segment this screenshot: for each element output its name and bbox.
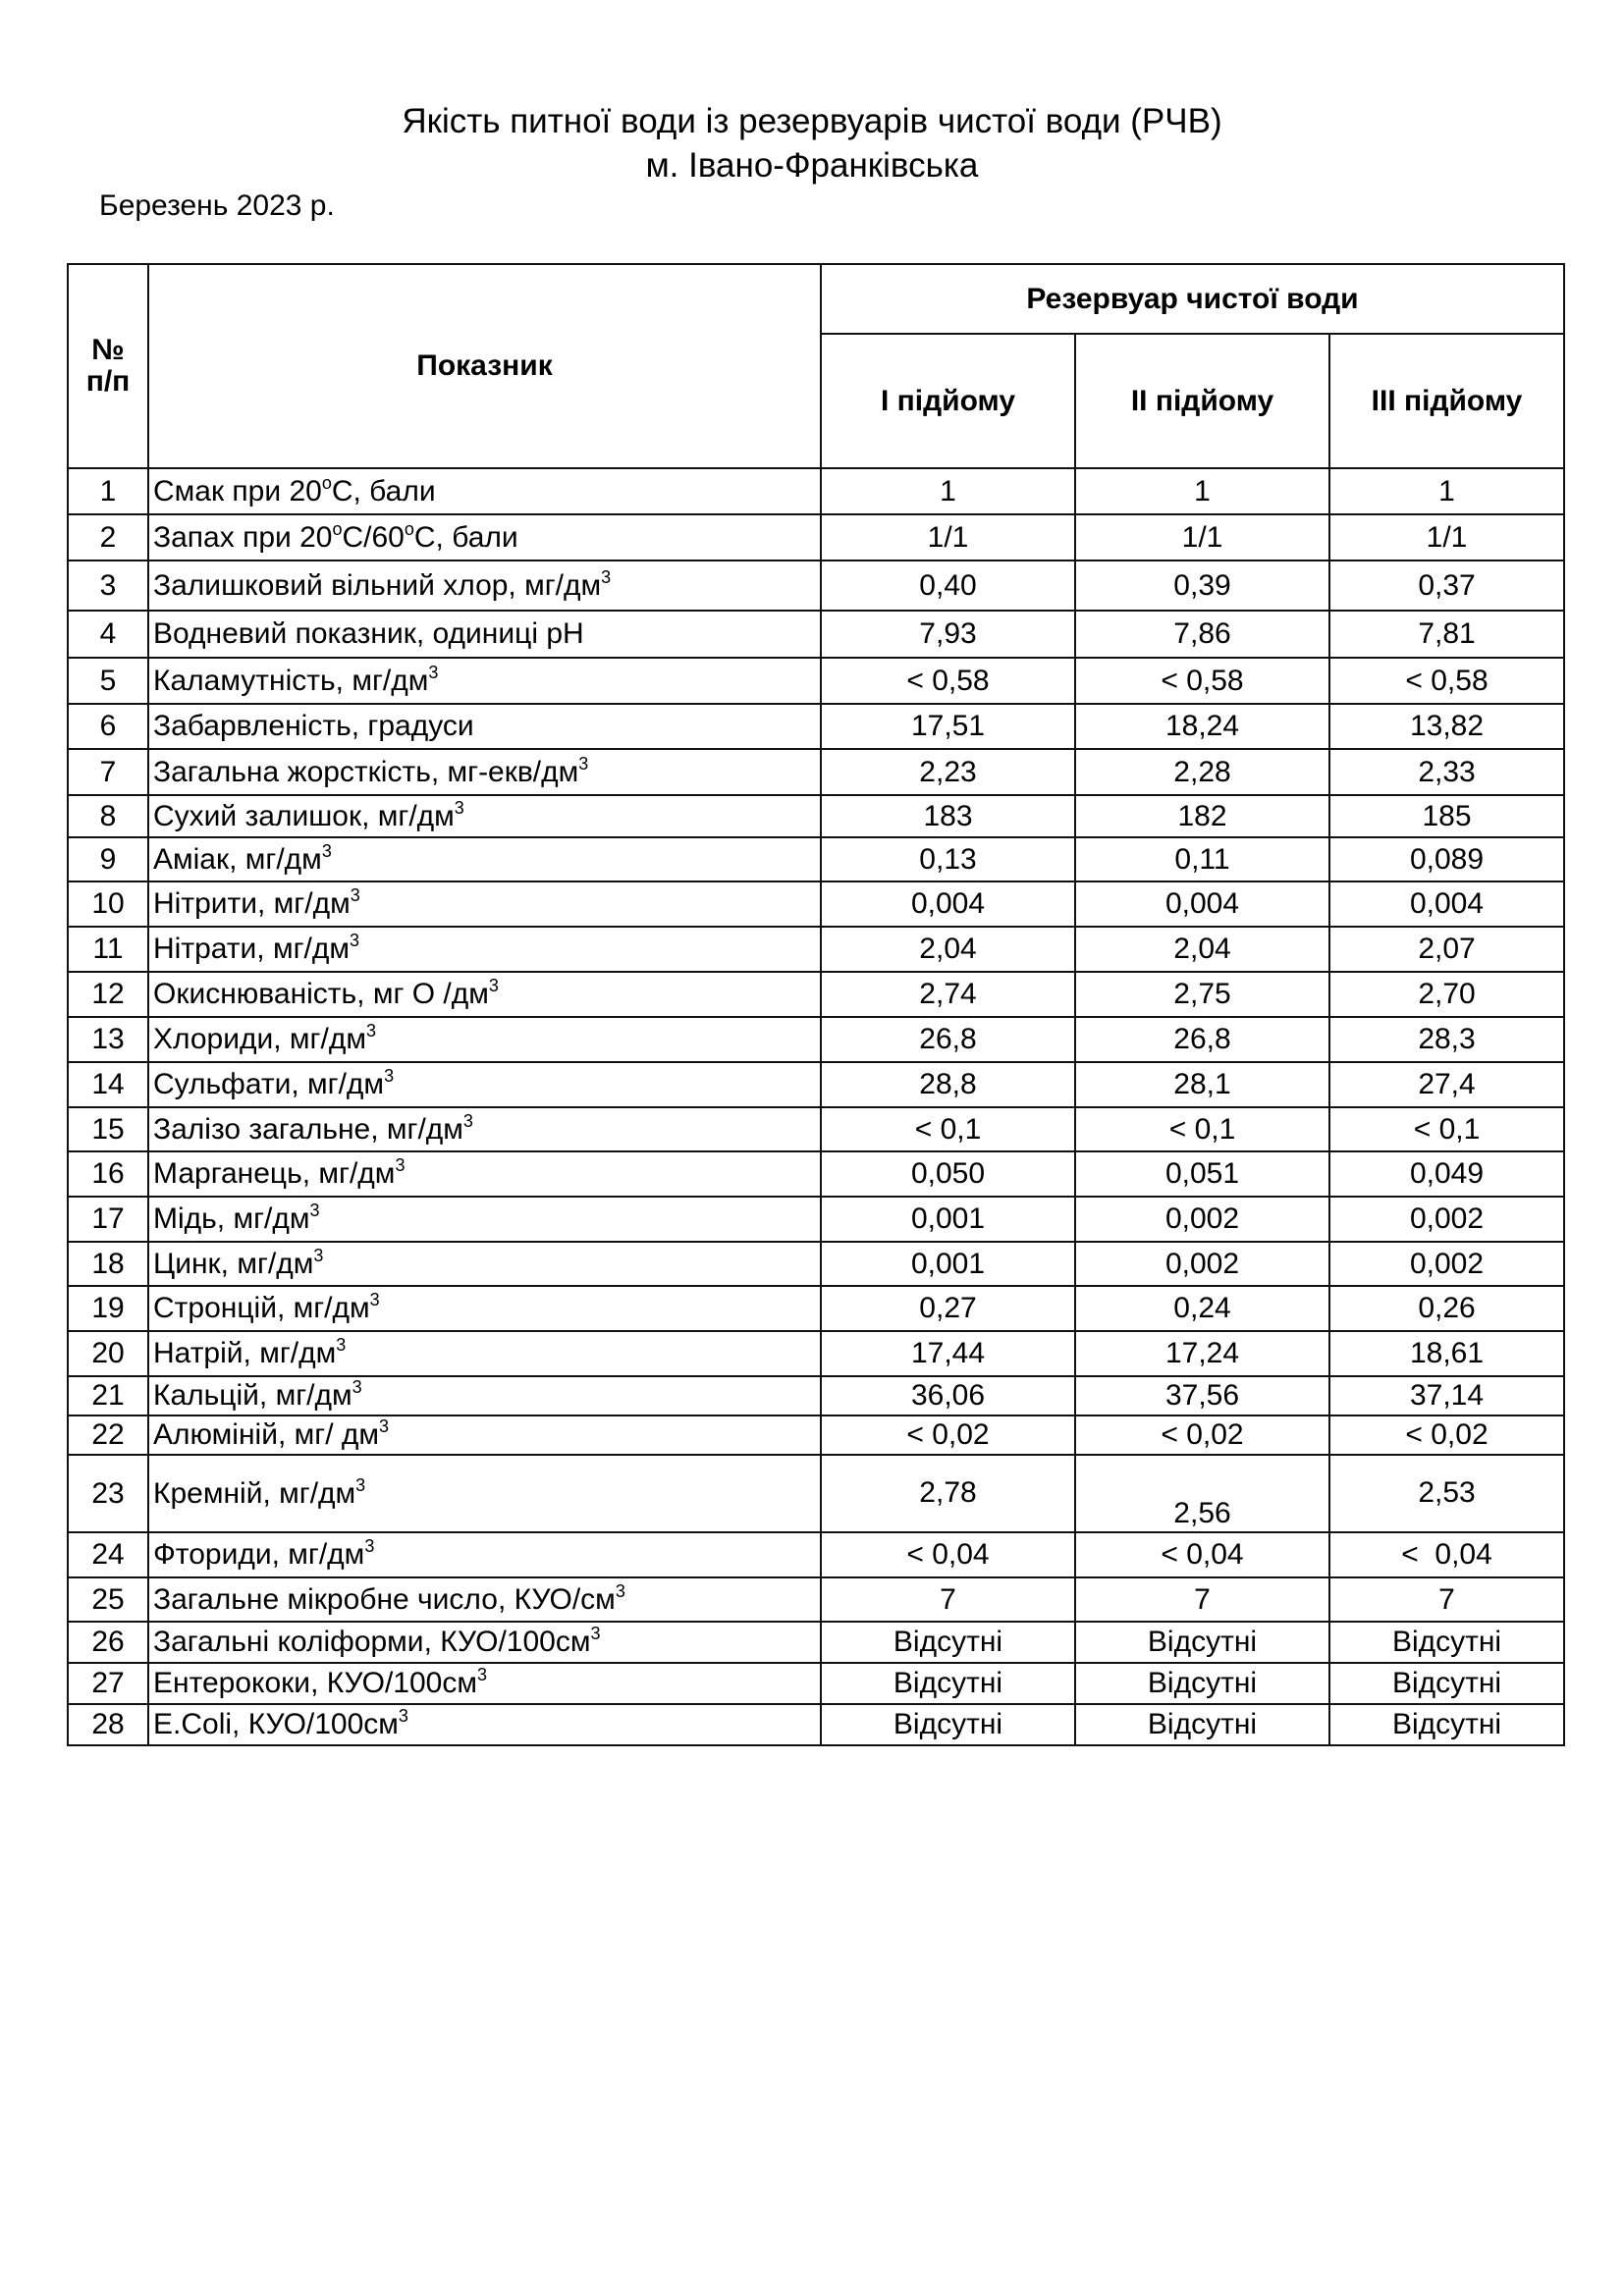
value-lift-3: 0,26 bbox=[1329, 1286, 1564, 1331]
indicator-label: Залізо загальне, мг/дм bbox=[153, 1112, 463, 1146]
value-lift-3: 0,004 bbox=[1329, 881, 1564, 927]
indicator-name bbox=[148, 881, 821, 927]
value-lift-1: < 0,58 bbox=[821, 658, 1075, 704]
indicator-label: C/60 bbox=[342, 520, 405, 554]
value-lift-1: 7,93 bbox=[821, 611, 1075, 658]
indicator-label: Залишковий вільний хлор, мг/дм bbox=[153, 568, 602, 602]
value-lift-3: 0,002 bbox=[1329, 1242, 1564, 1286]
value-lift-3: < 0,58 bbox=[1329, 658, 1564, 704]
indicator-name bbox=[148, 704, 821, 749]
value-lift-3: 13,82 bbox=[1329, 704, 1564, 749]
row-number: 12 bbox=[68, 972, 148, 1017]
row-number: 16 bbox=[68, 1151, 148, 1197]
value-lift-1: < 0,04 bbox=[821, 1532, 1075, 1577]
indicator-name bbox=[148, 561, 821, 611]
indicator-name bbox=[148, 1663, 821, 1704]
table-row bbox=[68, 561, 1564, 611]
indicator-name bbox=[148, 1197, 821, 1242]
indicator-name bbox=[148, 1577, 821, 1622]
row-number: 15 bbox=[68, 1107, 148, 1151]
value-lift-3: Відсутні bbox=[1329, 1663, 1564, 1704]
indicator-name bbox=[148, 795, 821, 837]
table-row bbox=[68, 1286, 1564, 1331]
indicator-name bbox=[148, 972, 821, 1017]
value-lift-3: 0,089 bbox=[1329, 837, 1564, 881]
indicator-name bbox=[148, 468, 821, 514]
value-lift-1: 2,74 bbox=[821, 972, 1075, 1017]
row-number: 20 bbox=[68, 1331, 148, 1376]
value-lift-3: 185 bbox=[1329, 795, 1564, 837]
indicator-label: Стронцій, мг/дм bbox=[153, 1292, 370, 1324]
indicator-label: Сульфати, мг/дм bbox=[153, 1068, 385, 1100]
unit-superscript: 3 bbox=[321, 840, 332, 861]
row-number: 27 bbox=[68, 1663, 148, 1704]
value-lift-1: 1 bbox=[821, 468, 1075, 514]
column-group-header-reservoir: Резервуар чистої води bbox=[821, 264, 1564, 334]
water-quality-table bbox=[67, 263, 1565, 1746]
value-lift-2: 0,004 bbox=[1075, 881, 1329, 927]
row-number: 14 bbox=[68, 1062, 148, 1107]
column-header-lift-1: І підйому bbox=[821, 334, 1075, 468]
table-row bbox=[68, 749, 1564, 795]
value-lift-1: 2,23 bbox=[821, 749, 1075, 795]
indicator-name bbox=[148, 514, 821, 561]
value-lift-1: 36,06 bbox=[821, 1376, 1075, 1415]
value-lift-1: < 0,02 bbox=[821, 1415, 1075, 1455]
value-lift-2: 1/1 bbox=[1075, 514, 1329, 561]
indicator-label: Водневий показник, одиниці pH bbox=[153, 617, 584, 650]
indicator-label: Загальне мікробне число, КУО/см bbox=[153, 1582, 616, 1616]
unit-superscript: 3 bbox=[395, 1155, 406, 1175]
value-lift-1: 183 bbox=[821, 795, 1075, 837]
indicator-label: Фториди, мг/дм bbox=[153, 1538, 365, 1571]
degree-superscript: o bbox=[404, 518, 414, 539]
indicator-name bbox=[148, 611, 821, 658]
indicator-name bbox=[148, 1242, 821, 1286]
value-lift-1: 0,40 bbox=[821, 561, 1075, 611]
row-number: 13 bbox=[68, 1017, 148, 1062]
row-number: 2 bbox=[68, 514, 148, 561]
row-number: 21 bbox=[68, 1376, 148, 1415]
value-lift-2: 0,24 bbox=[1075, 1286, 1329, 1331]
row-number: 19 bbox=[68, 1286, 148, 1331]
row-number: 18 bbox=[68, 1242, 148, 1286]
indicator-name bbox=[148, 1017, 821, 1062]
table-row bbox=[68, 795, 1564, 837]
table-row bbox=[68, 1532, 1564, 1577]
value-lift-1: 0,050 bbox=[821, 1151, 1075, 1197]
unit-superscript: 3 bbox=[350, 885, 360, 905]
value-lift-3: 2,53 bbox=[1329, 1455, 1564, 1532]
unit-superscript: 3 bbox=[428, 662, 439, 682]
row-number: 24 bbox=[68, 1532, 148, 1577]
value-lift-3: 27,4 bbox=[1329, 1062, 1564, 1107]
indicator-label: Аміак, мг/дм bbox=[153, 842, 322, 876]
value-lift-2: 0,11 bbox=[1075, 837, 1329, 881]
indicator-name bbox=[148, 1151, 821, 1197]
row-number: 3 bbox=[68, 561, 148, 611]
table-row bbox=[68, 1376, 1564, 1415]
indicator-label: Мідь, мг/дм bbox=[153, 1202, 310, 1235]
indicator-name bbox=[148, 1376, 821, 1415]
value-lift-1: 0,27 bbox=[821, 1286, 1075, 1331]
document-subtitle-city: м. Івано-Франківська bbox=[645, 146, 979, 185]
indicator-label: Натрій, мг/дм bbox=[153, 1337, 337, 1369]
value-lift-2: Відсутні bbox=[1075, 1622, 1329, 1663]
value-lift-1: 1/1 bbox=[821, 514, 1075, 561]
indicator-label: Окиснюваність, мг О /дм bbox=[153, 978, 489, 1010]
unit-superscript: 3 bbox=[601, 566, 612, 587]
indicator-label: Нітрити, мг/дм bbox=[153, 887, 351, 920]
unit-superscript: 3 bbox=[578, 753, 589, 774]
table-row bbox=[68, 1242, 1564, 1286]
value-lift-1: 17,44 bbox=[821, 1331, 1075, 1376]
number-abbrev: п/п bbox=[85, 365, 131, 398]
row-number: 11 bbox=[68, 927, 148, 972]
value-lift-1: Відсутні bbox=[821, 1663, 1075, 1704]
value-lift-1: 0,13 bbox=[821, 837, 1075, 881]
table-row bbox=[68, 1704, 1564, 1745]
unit-superscript: 3 bbox=[313, 1245, 324, 1265]
unit-superscript: 3 bbox=[365, 1021, 376, 1041]
value-lift-3: < 0,1 bbox=[1329, 1107, 1564, 1151]
indicator-label: Ентерококи, КУО/100см bbox=[153, 1667, 477, 1699]
indicator-label: Загальні коліформи, КУО/100см bbox=[153, 1626, 591, 1658]
value-lift-2: < 0,02 bbox=[1075, 1415, 1329, 1455]
value-lift-3: 18,61 bbox=[1329, 1331, 1564, 1376]
indicator-name bbox=[148, 1532, 821, 1577]
table-row bbox=[68, 881, 1564, 927]
table-row bbox=[68, 1107, 1564, 1151]
unit-superscript: 3 bbox=[384, 1066, 395, 1086]
indicator-name bbox=[148, 1286, 821, 1331]
indicator-label: Марганець, мг/дм bbox=[153, 1157, 396, 1190]
indicator-label: Цинк, мг/дм bbox=[153, 1247, 314, 1280]
report-period: Березень 2023 р. bbox=[99, 189, 335, 222]
unit-superscript: 3 bbox=[590, 1624, 601, 1643]
document-title: Якість питної води із резервуарів чистої води (РЧВ) bbox=[402, 102, 1222, 140]
indicator-label: Кальцій, мг/дм bbox=[153, 1379, 352, 1412]
value-lift-1: 17,51 bbox=[821, 704, 1075, 749]
row-number: 4 bbox=[68, 611, 148, 658]
value-lift-1: 2,78 bbox=[821, 1455, 1075, 1532]
table-row bbox=[68, 1017, 1564, 1062]
row-number: 26 bbox=[68, 1622, 148, 1663]
value-lift-3: Відсутні bbox=[1329, 1622, 1564, 1663]
unit-superscript: 3 bbox=[462, 1110, 473, 1131]
table-row bbox=[68, 704, 1564, 749]
value-lift-1: 26,8 bbox=[821, 1017, 1075, 1062]
value-lift-2: 28,1 bbox=[1075, 1062, 1329, 1107]
table-row bbox=[68, 1663, 1564, 1704]
value-lift-3: 0,37 bbox=[1329, 561, 1564, 611]
unit-superscript: 3 bbox=[488, 976, 499, 995]
row-number: 9 bbox=[68, 837, 148, 881]
indicator-name bbox=[148, 1622, 821, 1663]
row-number: 8 bbox=[68, 795, 148, 837]
value-lift-2: 0,051 bbox=[1075, 1151, 1329, 1197]
indicator-name bbox=[148, 927, 821, 972]
value-lift-3: 1/1 bbox=[1329, 514, 1564, 561]
indicator-name bbox=[148, 1107, 821, 1151]
row-number: 10 bbox=[68, 881, 148, 927]
value-lift-2: < 0,1 bbox=[1075, 1107, 1329, 1151]
value-lift-2: 18,24 bbox=[1075, 704, 1329, 749]
table-row bbox=[68, 611, 1564, 658]
indicator-label: Забарвленість, градуси bbox=[153, 710, 474, 742]
value-lift-1: 0,001 bbox=[821, 1197, 1075, 1242]
row-number: 5 bbox=[68, 658, 148, 704]
unit-superscript: 3 bbox=[398, 1706, 408, 1726]
value-lift-2: 2,56 bbox=[1075, 1455, 1329, 1532]
indicator-name bbox=[148, 1331, 821, 1376]
indicator-name bbox=[148, 1062, 821, 1107]
indicator-unit: C, бали bbox=[331, 474, 436, 507]
unit-superscript: 3 bbox=[364, 1536, 375, 1556]
table-row bbox=[68, 1455, 1564, 1532]
value-lift-1: < 0,1 bbox=[821, 1107, 1075, 1151]
row-number: 23 bbox=[68, 1455, 148, 1532]
indicator-name bbox=[148, 658, 821, 704]
indicator-name bbox=[148, 1415, 821, 1455]
value-lift-2: 2,28 bbox=[1075, 749, 1329, 795]
unit-superscript: 3 bbox=[309, 1201, 320, 1220]
indicator-label: Смак при 20 bbox=[153, 474, 322, 507]
value-lift-2: 7,86 bbox=[1075, 611, 1329, 658]
value-lift-3: 2,07 bbox=[1329, 927, 1564, 972]
indicator-label: Нітрати, мг/дм bbox=[153, 933, 350, 965]
value-lift-2: Відсутні bbox=[1075, 1704, 1329, 1745]
table-body bbox=[68, 468, 1564, 1745]
unit-superscript: 3 bbox=[379, 1416, 390, 1436]
row-number: 25 bbox=[68, 1577, 148, 1622]
indicator-label: Сухий залишок, мг/дм bbox=[153, 799, 455, 832]
degree-superscript: o bbox=[332, 518, 343, 539]
unit-superscript: 3 bbox=[352, 1377, 362, 1397]
column-header-lift-3: ІІІ підйому bbox=[1329, 334, 1564, 468]
value-lift-3: 0,049 bbox=[1329, 1151, 1564, 1197]
value-lift-2: 1 bbox=[1075, 468, 1329, 514]
indicator-name bbox=[148, 1704, 821, 1745]
column-header-number bbox=[68, 264, 148, 468]
value-lift-3: 0,002 bbox=[1329, 1197, 1564, 1242]
indicator-name bbox=[148, 1455, 821, 1532]
value-lift-2: 0,39 bbox=[1075, 561, 1329, 611]
indicator-name bbox=[148, 837, 821, 881]
value-lift-2: 17,24 bbox=[1075, 1331, 1329, 1376]
indicator-label: E.Coli, КУО/100см bbox=[153, 1708, 399, 1740]
value-lift-3: Відсутні bbox=[1329, 1704, 1564, 1745]
value-lift-1: 0,004 bbox=[821, 881, 1075, 927]
unit-superscript: 3 bbox=[454, 797, 464, 818]
value-lift-1: 28,8 bbox=[821, 1062, 1075, 1107]
value-lift-3: 2,70 bbox=[1329, 972, 1564, 1017]
row-number: 7 bbox=[68, 749, 148, 795]
indicator-label: Алюміній, мг/ дм bbox=[153, 1418, 379, 1451]
indicator-label: C, бали bbox=[413, 520, 518, 554]
row-number: 6 bbox=[68, 704, 148, 749]
table-row bbox=[68, 1415, 1564, 1455]
table-row bbox=[68, 514, 1564, 561]
table-row bbox=[68, 468, 1564, 514]
value-lift-1: Відсутні bbox=[821, 1622, 1075, 1663]
table-row bbox=[68, 658, 1564, 704]
indicator-label: Хлориди, мг/дм bbox=[153, 1023, 366, 1055]
unit-superscript: 3 bbox=[336, 1335, 347, 1355]
table-row bbox=[68, 837, 1564, 881]
value-lift-2: < 0,04 bbox=[1075, 1532, 1329, 1577]
value-lift-1: 2,04 bbox=[821, 927, 1075, 972]
unit-superscript: 3 bbox=[476, 1665, 487, 1684]
row-number: 22 bbox=[68, 1415, 148, 1455]
row-number: 28 bbox=[68, 1704, 148, 1745]
table-row bbox=[68, 972, 1564, 1017]
value-lift-3: 7 bbox=[1329, 1577, 1564, 1622]
indicator-label: Загальна жорсткість, мг-екв/дм bbox=[153, 755, 579, 788]
value-lift-3: 2,33 bbox=[1329, 749, 1564, 795]
indicator-label: Каламутність, мг/дм bbox=[153, 664, 429, 697]
number-sign: № bbox=[91, 334, 125, 366]
table-row bbox=[68, 1622, 1564, 1663]
value-lift-2: 26,8 bbox=[1075, 1017, 1329, 1062]
value-lift-2: 2,04 bbox=[1075, 927, 1329, 972]
table-row bbox=[68, 1577, 1564, 1622]
unit-superscript: 3 bbox=[369, 1290, 380, 1309]
indicator-name bbox=[148, 749, 821, 795]
table-row bbox=[68, 1331, 1564, 1376]
value-lift-2: 0,002 bbox=[1075, 1242, 1329, 1286]
unit-superscript: 3 bbox=[615, 1580, 625, 1601]
table-row bbox=[68, 1197, 1564, 1242]
value-lift-3: 28,3 bbox=[1329, 1017, 1564, 1062]
value-lift-2: 182 bbox=[1075, 795, 1329, 837]
degree-superscript: o bbox=[321, 472, 332, 493]
value-lift-3: 7,81 bbox=[1329, 611, 1564, 658]
table-row bbox=[68, 927, 1564, 972]
indicator-label: Кремній, мг/дм bbox=[153, 1476, 356, 1510]
table-row bbox=[68, 1062, 1564, 1107]
value-lift-2: 0,002 bbox=[1075, 1197, 1329, 1242]
value-lift-2: Відсутні bbox=[1075, 1663, 1329, 1704]
value-lift-2: 7 bbox=[1075, 1577, 1329, 1622]
value-lift-3: < 0,04 bbox=[1329, 1532, 1564, 1577]
value-lift-2: 2,75 bbox=[1075, 972, 1329, 1017]
table-row bbox=[68, 1151, 1564, 1197]
value-lift-2: < 0,58 bbox=[1075, 658, 1329, 704]
column-header-indicator: Показник bbox=[148, 264, 821, 468]
value-lift-3: < 0,02 bbox=[1329, 1415, 1564, 1455]
row-number: 17 bbox=[68, 1197, 148, 1242]
value-lift-3: 37,14 bbox=[1329, 1376, 1564, 1415]
value-lift-3: 1 bbox=[1329, 468, 1564, 514]
indicator-label: Запах при 20 bbox=[153, 520, 333, 554]
value-lift-1: 0,001 bbox=[821, 1242, 1075, 1286]
row-number: 1 bbox=[68, 468, 148, 514]
column-header-lift-2: ІІ підйому bbox=[1075, 334, 1329, 468]
unit-superscript: 3 bbox=[349, 931, 359, 950]
value-lift-1: Відсутні bbox=[821, 1704, 1075, 1745]
value-lift-1: 7 bbox=[821, 1577, 1075, 1622]
unit-superscript: 3 bbox=[355, 1474, 366, 1495]
value-lift-2: 37,56 bbox=[1075, 1376, 1329, 1415]
